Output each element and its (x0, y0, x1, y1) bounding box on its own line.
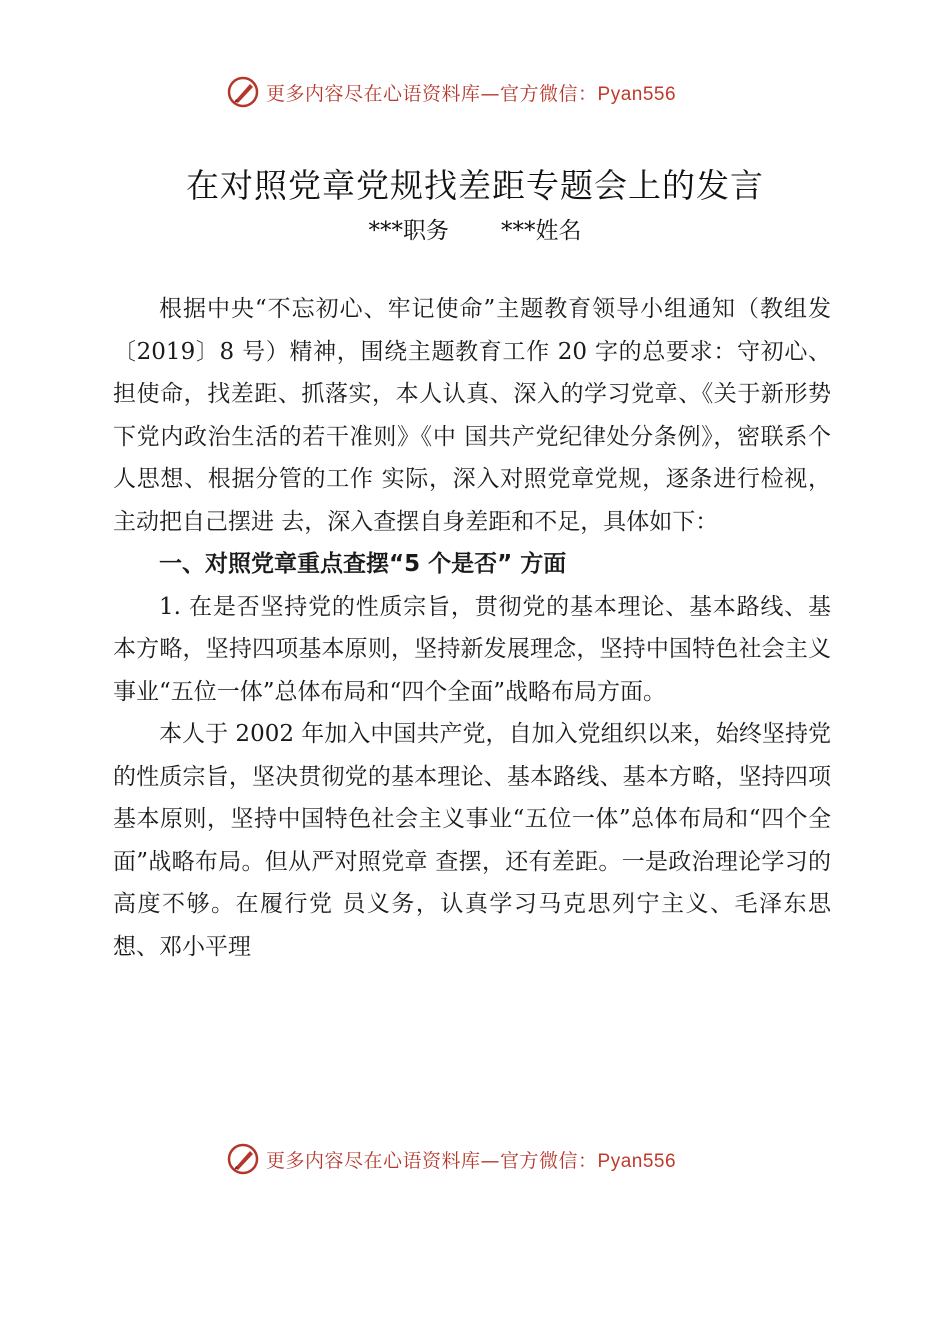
document-title: 在对照党章党规找差距专题会上的发言 (186, 166, 764, 205)
author-name: ***姓名 (501, 218, 582, 244)
watermark-brand: 更多内容尽在心语资料库 (266, 82, 481, 105)
watermark-footer (226, 1141, 676, 1177)
intro-paragraph: 根据中央“不忘初心、牢记使命”主题教育领导小组通知（教组发〔2019〕8 号）精神，围绕主题教育工作 20 字的总要求：守初心、担使命，找差距、抓落实，本人认真、深入的学习党章、《关于新形势下党内政治生活的若干准则》《中 国共产党纪律处分条例》，密联系个人思想、根据分管的工作 实际，深入对照党章党规，逐条进行检视，主动把自己摆进 去，深入查摆自身差距和不足，具体如下： (113, 296, 831, 535)
pen-logo-icon (226, 1142, 260, 1176)
watermark-label: 官方微信： (500, 1149, 598, 1172)
watermark-header (226, 74, 676, 110)
item-paragraph-1: 1. 在是否坚持党的性质宗旨，贯彻党的基本理论、基本路线、基本方略，坚持四项基本原则，坚持新发展理念，坚持中国特色社会主义事业“五位一体”总体布局和“四个全面”战略布局方面。 (113, 593, 831, 705)
watermark-separator: — (480, 82, 501, 105)
watermark-separator: — (480, 1149, 501, 1172)
watermark-brand: 更多内容尽在心语资料库 (266, 1149, 481, 1172)
watermark-wechat-id: Pyan556 (597, 83, 677, 105)
watermark-text (266, 1146, 676, 1173)
pen-logo-icon (226, 75, 260, 109)
author-position: ***职务 (368, 218, 449, 244)
watermark-label: 官方微信： (500, 82, 598, 105)
document-body (113, 288, 831, 968)
watermark-wechat-id: Pyan556 (597, 1150, 677, 1172)
body-paragraph-1: 本人于 2002 年加入中国共产党，自加入党组织以来，始终坚持党的性质宗旨，坚决贯彻党的基本理论、基本路线、基本方略，坚持四项基本原则，坚持中国特色社会主义事业“五位一体”总体布局和“四个全面”战略布局。但从严对照党章 查摆，还有差距。一是政治理论学习的高度不够。在履行党 员义务，认真学习马克思列宁主义、毛泽东思想、邓小平理 (113, 721, 831, 960)
watermark-text (266, 79, 676, 106)
section-heading-1: 一、对照党章重点查摆“5 个是否” 方面 (159, 551, 567, 577)
byline (0, 212, 950, 245)
